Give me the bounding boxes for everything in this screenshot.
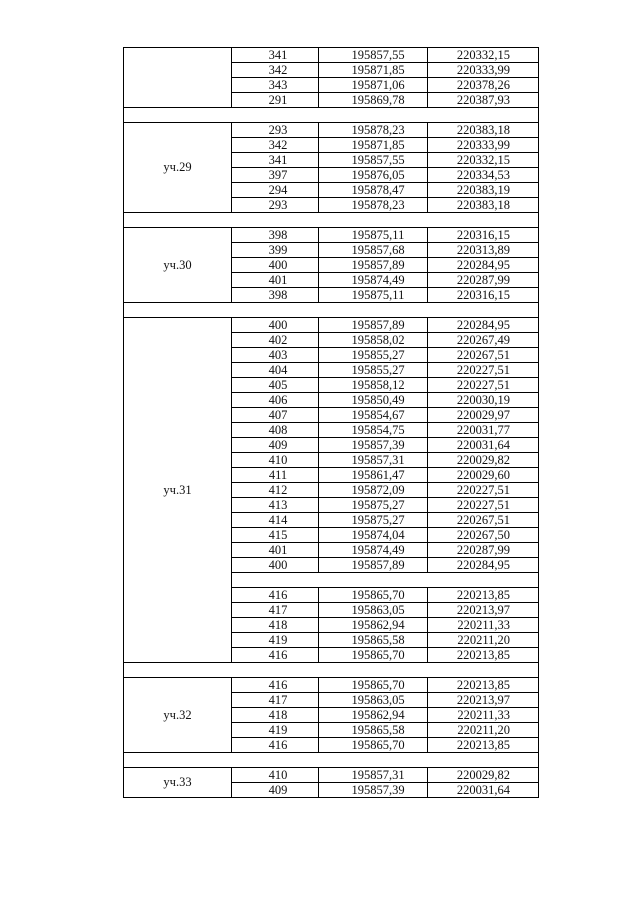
point-number-cell: 400 xyxy=(232,558,319,573)
point-number-cell: 401 xyxy=(232,273,319,288)
point-number-cell: 411 xyxy=(232,468,319,483)
y-coordinate-cell: 220267,51 xyxy=(428,348,539,363)
plot-label-cell: уч.31 xyxy=(124,318,232,663)
point-number-cell: 403 xyxy=(232,348,319,363)
coordinates-sheet xyxy=(123,47,538,798)
y-coordinate-cell: 220211,33 xyxy=(428,618,539,633)
separator-cell xyxy=(124,213,539,228)
point-number-cell: 400 xyxy=(232,258,319,273)
point-number-cell: 398 xyxy=(232,228,319,243)
x-coordinate-cell: 195850,49 xyxy=(319,393,428,408)
point-number-cell: 410 xyxy=(232,768,319,783)
group-separator-row xyxy=(124,303,539,318)
y-coordinate-cell: 220213,85 xyxy=(428,738,539,753)
y-coordinate-cell: 220284,95 xyxy=(428,558,539,573)
separator-cell xyxy=(124,303,539,318)
point-number-cell: 404 xyxy=(232,363,319,378)
x-coordinate-cell: 195854,67 xyxy=(319,408,428,423)
x-coordinate-cell: 195863,05 xyxy=(319,693,428,708)
y-coordinate-cell: 220213,97 xyxy=(428,603,539,618)
x-coordinate-cell: 195857,68 xyxy=(319,243,428,258)
point-number-cell: 416 xyxy=(232,678,319,693)
point-number-cell: 414 xyxy=(232,513,319,528)
point-number-cell: 343 xyxy=(232,78,319,93)
x-coordinate-cell: 195871,85 xyxy=(319,63,428,78)
point-number-cell: 418 xyxy=(232,618,319,633)
x-coordinate-cell: 195857,31 xyxy=(319,453,428,468)
y-coordinate-cell: 220383,19 xyxy=(428,183,539,198)
x-coordinate-cell: 195878,23 xyxy=(319,123,428,138)
y-coordinate-cell: 220213,85 xyxy=(428,648,539,663)
point-number-cell: 417 xyxy=(232,693,319,708)
y-coordinate-cell: 220287,99 xyxy=(428,273,539,288)
x-coordinate-cell: 195874,49 xyxy=(319,543,428,558)
point-number-cell: 417 xyxy=(232,603,319,618)
point-number-cell: 341 xyxy=(232,48,319,63)
point-number-cell: 293 xyxy=(232,198,319,213)
x-coordinate-cell: 195871,06 xyxy=(319,78,428,93)
point-number-cell: 416 xyxy=(232,588,319,603)
point-number-cell: 413 xyxy=(232,498,319,513)
point-number-cell: 342 xyxy=(232,138,319,153)
separator-cell xyxy=(124,108,539,123)
point-number-cell: 399 xyxy=(232,243,319,258)
y-coordinate-cell: 220227,51 xyxy=(428,378,539,393)
y-coordinate-cell: 220287,99 xyxy=(428,543,539,558)
point-number-cell: 408 xyxy=(232,423,319,438)
x-coordinate-cell: 195857,89 xyxy=(319,258,428,273)
point-number-cell: 398 xyxy=(232,288,319,303)
point-number-cell: 400 xyxy=(232,318,319,333)
point-number-cell: 412 xyxy=(232,483,319,498)
subgroup-gap-cell xyxy=(232,573,539,588)
x-coordinate-cell: 195854,75 xyxy=(319,423,428,438)
x-coordinate-cell: 195872,09 xyxy=(319,483,428,498)
x-coordinate-cell: 195857,89 xyxy=(319,318,428,333)
group-separator-row xyxy=(124,108,539,123)
separator-cell xyxy=(124,753,539,768)
y-coordinate-cell: 220387,93 xyxy=(428,93,539,108)
y-coordinate-cell: 220211,20 xyxy=(428,633,539,648)
x-coordinate-cell: 195857,39 xyxy=(319,438,428,453)
y-coordinate-cell: 220333,99 xyxy=(428,63,539,78)
point-number-cell: 397 xyxy=(232,168,319,183)
x-coordinate-cell: 195871,85 xyxy=(319,138,428,153)
group-separator-row xyxy=(124,213,539,228)
group-separator-row xyxy=(124,753,539,768)
plot-label-cell: уч.32 xyxy=(124,678,232,753)
point-number-cell: 291 xyxy=(232,93,319,108)
point-number-cell: 418 xyxy=(232,708,319,723)
x-coordinate-cell: 195878,23 xyxy=(319,198,428,213)
y-coordinate-cell: 220029,97 xyxy=(428,408,539,423)
x-coordinate-cell: 195861,47 xyxy=(319,468,428,483)
x-coordinate-cell: 195862,94 xyxy=(319,618,428,633)
point-number-cell: 406 xyxy=(232,393,319,408)
table-row xyxy=(124,768,539,783)
point-number-cell: 415 xyxy=(232,528,319,543)
plot-label-cell: уч.33 xyxy=(124,768,232,798)
y-coordinate-cell: 220029,82 xyxy=(428,768,539,783)
x-coordinate-cell: 195857,55 xyxy=(319,48,428,63)
x-coordinate-cell: 195875,11 xyxy=(319,228,428,243)
table-row xyxy=(124,48,539,63)
x-coordinate-cell: 195858,02 xyxy=(319,333,428,348)
y-coordinate-cell: 220284,95 xyxy=(428,318,539,333)
y-coordinate-cell: 220316,15 xyxy=(428,288,539,303)
y-coordinate-cell: 220227,51 xyxy=(428,498,539,513)
point-number-cell: 294 xyxy=(232,183,319,198)
point-number-cell: 402 xyxy=(232,333,319,348)
point-number-cell: 293 xyxy=(232,123,319,138)
y-coordinate-cell: 220383,18 xyxy=(428,198,539,213)
y-coordinate-cell: 220383,18 xyxy=(428,123,539,138)
point-number-cell: 405 xyxy=(232,378,319,393)
y-coordinate-cell: 220211,20 xyxy=(428,723,539,738)
y-coordinate-cell: 220213,85 xyxy=(428,678,539,693)
x-coordinate-cell: 195857,89 xyxy=(319,558,428,573)
y-coordinate-cell: 220316,15 xyxy=(428,228,539,243)
y-coordinate-cell: 220284,95 xyxy=(428,258,539,273)
point-number-cell: 416 xyxy=(232,648,319,663)
table-row xyxy=(124,678,539,693)
x-coordinate-cell: 195857,31 xyxy=(319,768,428,783)
y-coordinate-cell: 220333,99 xyxy=(428,138,539,153)
point-number-cell: 416 xyxy=(232,738,319,753)
y-coordinate-cell: 220334,53 xyxy=(428,168,539,183)
y-coordinate-cell: 220030,19 xyxy=(428,393,539,408)
y-coordinate-cell: 220213,85 xyxy=(428,588,539,603)
x-coordinate-cell: 195874,49 xyxy=(319,273,428,288)
x-coordinate-cell: 195876,05 xyxy=(319,168,428,183)
y-coordinate-cell: 220267,49 xyxy=(428,333,539,348)
y-coordinate-cell: 220213,97 xyxy=(428,693,539,708)
plot-label-cell: уч.30 xyxy=(124,228,232,303)
point-number-cell: 409 xyxy=(232,783,319,798)
y-coordinate-cell: 220378,26 xyxy=(428,78,539,93)
table-row xyxy=(124,123,539,138)
x-coordinate-cell: 195863,05 xyxy=(319,603,428,618)
y-coordinate-cell: 220227,51 xyxy=(428,483,539,498)
x-coordinate-cell: 195865,70 xyxy=(319,678,428,693)
y-coordinate-cell: 220031,64 xyxy=(428,438,539,453)
point-number-cell: 401 xyxy=(232,543,319,558)
x-coordinate-cell: 195865,58 xyxy=(319,633,428,648)
separator-cell xyxy=(124,663,539,678)
y-coordinate-cell: 220031,64 xyxy=(428,783,539,798)
point-number-cell: 342 xyxy=(232,63,319,78)
x-coordinate-cell: 195865,70 xyxy=(319,588,428,603)
y-coordinate-cell: 220313,89 xyxy=(428,243,539,258)
point-number-cell: 419 xyxy=(232,723,319,738)
y-coordinate-cell: 220227,51 xyxy=(428,363,539,378)
plot-label-cell: уч.29 xyxy=(124,123,232,213)
x-coordinate-cell: 195855,27 xyxy=(319,363,428,378)
x-coordinate-cell: 195865,70 xyxy=(319,648,428,663)
point-number-cell: 410 xyxy=(232,453,319,468)
x-coordinate-cell: 195858,12 xyxy=(319,378,428,393)
point-number-cell: 409 xyxy=(232,438,319,453)
y-coordinate-cell: 220031,77 xyxy=(428,423,539,438)
x-coordinate-cell: 195865,58 xyxy=(319,723,428,738)
x-coordinate-cell: 195875,27 xyxy=(319,513,428,528)
x-coordinate-cell: 195869,78 xyxy=(319,93,428,108)
y-coordinate-cell: 220332,15 xyxy=(428,48,539,63)
y-coordinate-cell: 220029,82 xyxy=(428,453,539,468)
x-coordinate-cell: 195855,27 xyxy=(319,348,428,363)
x-coordinate-cell: 195857,39 xyxy=(319,783,428,798)
x-coordinate-cell: 195878,47 xyxy=(319,183,428,198)
coordinates-table xyxy=(123,47,539,798)
x-coordinate-cell: 195875,27 xyxy=(319,498,428,513)
x-coordinate-cell: 195865,70 xyxy=(319,738,428,753)
point-number-cell: 407 xyxy=(232,408,319,423)
y-coordinate-cell: 220332,15 xyxy=(428,153,539,168)
table-row xyxy=(124,228,539,243)
group-separator-row xyxy=(124,663,539,678)
plot-label-cell xyxy=(124,48,232,108)
x-coordinate-cell: 195862,94 xyxy=(319,708,428,723)
y-coordinate-cell: 220029,60 xyxy=(428,468,539,483)
y-coordinate-cell: 220267,50 xyxy=(428,528,539,543)
y-coordinate-cell: 220267,51 xyxy=(428,513,539,528)
point-number-cell: 341 xyxy=(232,153,319,168)
point-number-cell: 419 xyxy=(232,633,319,648)
table-row xyxy=(124,318,539,333)
x-coordinate-cell: 195875,11 xyxy=(319,288,428,303)
x-coordinate-cell: 195857,55 xyxy=(319,153,428,168)
y-coordinate-cell: 220211,33 xyxy=(428,708,539,723)
x-coordinate-cell: 195874,04 xyxy=(319,528,428,543)
